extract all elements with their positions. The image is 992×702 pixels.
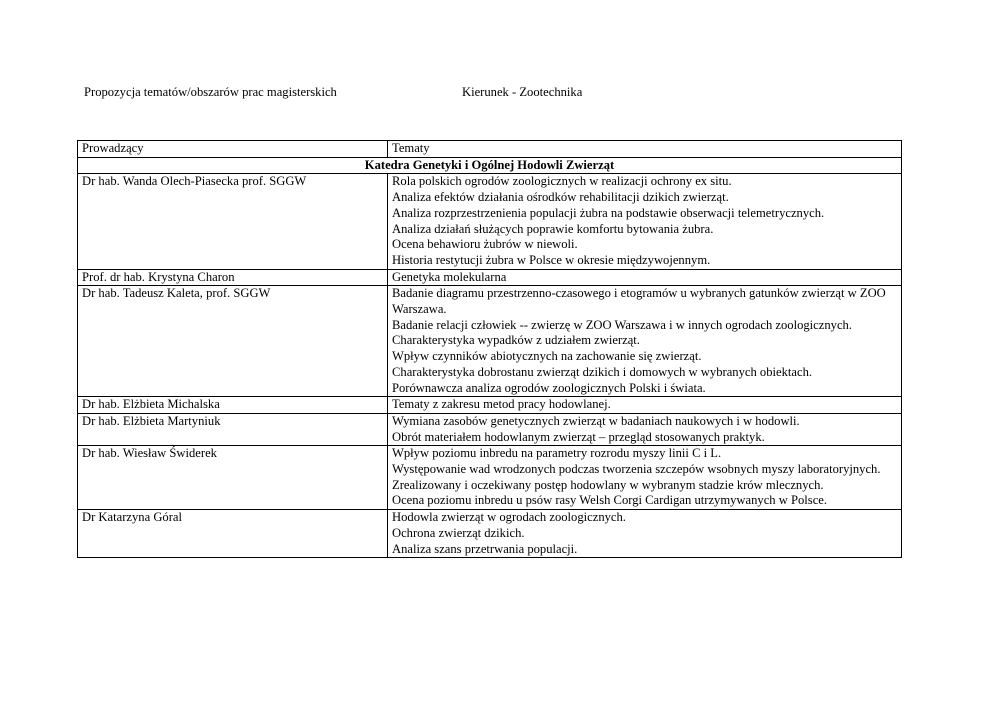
topic-item: Charakterystyka wypadków z udziałem zwierząt.	[392, 333, 640, 348]
document-title: Propozycja tematów/obszarów prac magisterskich	[84, 85, 337, 99]
topic-item: Analiza rozprzestrzenienia populacji żubra na podstawie obserwacji telemetrycznych.	[392, 205, 825, 220]
supervisor-name: Dr hab. Tadeusz Kaleta, prof. SGGW	[78, 286, 388, 397]
topic-item: Wpływ czynników abiotycznych na zachowanie się zwierząt.	[392, 349, 702, 364]
column-header-supervisor: Prowadzący	[78, 141, 388, 158]
topic-item: Tematy z zakresu metod pracy hodowlanej.	[392, 397, 611, 412]
supervisor-name: Dr hab. Wanda Olech-Piasecka prof. SGGW	[78, 174, 388, 269]
table-row	[78, 397, 902, 414]
topic-item: Wymiana zasobów genetycznych zwierząt w badaniach naukowych i w hodowli.	[392, 413, 800, 428]
topic-item: Analiza szans przetrwania populacji.	[392, 541, 578, 556]
topic-item: Występowanie wad wrodzonych podczas tworzenia szczepów wsobnych myszy laboratoryjnych.	[392, 462, 881, 477]
topic-item: Zrealizowany i oczekiwany postęp hodowlany w wybranym stadzie krów mlecznych.	[392, 477, 824, 492]
topics-cell	[388, 446, 902, 510]
topics-cell	[388, 413, 902, 445]
document-header	[84, 83, 908, 101]
table-row	[78, 174, 902, 269]
supervisor-name: Dr hab. Wiesław Świderek	[78, 446, 388, 510]
table-row	[78, 269, 902, 286]
topics-cell	[388, 397, 902, 414]
table-row	[78, 286, 902, 397]
topic-item: Rola polskich ogrodów zoologicznych w realizacji ochrony ex situ.	[392, 174, 732, 189]
table-row	[78, 446, 902, 510]
topic-item: Porównawcza analiza ogrodów zoologicznych Polski i świata.	[392, 380, 706, 395]
table-row	[78, 413, 902, 445]
topic-item: Analiza efektów działania ośrodków rehabilitacji dzikich zwierząt.	[392, 190, 729, 205]
supervisor-name: Dr Katarzyna Góral	[78, 510, 388, 558]
topic-item: Genetyka molekularna	[392, 269, 507, 284]
supervisor-name: Dr hab. Elżbieta Martyniuk	[78, 413, 388, 445]
topics-cell	[388, 269, 902, 286]
topic-item: Analiza działań służących poprawie komfortu bytowania żubra.	[392, 221, 714, 236]
thesis-topics-table	[77, 140, 902, 558]
topics-cell	[388, 174, 902, 269]
topic-item: Hodowla zwierząt w ogrodach zoologicznych.	[392, 510, 626, 525]
topic-item: Ocena poziomu inbredu u psów rasy Welsh Corgi Cardigan utrzymywanych w Polsce.	[392, 493, 828, 508]
table-row	[78, 510, 902, 558]
topic-item: Wpływ poziomu inbredu na parametry rozrodu myszy linii C i L.	[392, 446, 722, 461]
topics-cell	[388, 286, 902, 397]
supervisor-name: Dr hab. Elżbieta Michalska	[78, 397, 388, 414]
topics-cell	[388, 510, 902, 558]
field-of-study: Kierunek - Zootechnika	[462, 85, 583, 99]
topic-item: Ocena behawioru żubrów w niewoli.	[392, 237, 578, 252]
department-row	[78, 157, 902, 174]
topic-item: Badanie diagramu przestrzenno-czasowego i etogramów u wybranych gatunków zwierząt w ZOO Warszawa.	[392, 286, 886, 317]
topic-item: Badanie relacji człowiek -- zwierzę w ZOO Warszawa i w innych ogrodach zoologicznych.	[392, 317, 852, 332]
topic-item: Charakterystyka dobrostanu zwierząt dzikich i domowych w wybranych obiektach.	[392, 364, 813, 379]
topic-item: Obrót materiałem hodowlanym zwierząt – przegląd stosowanych praktyk.	[392, 429, 765, 444]
department-name: Katedra Genetyki i Ogólnej Hodowli Zwierząt	[78, 157, 902, 174]
supervisor-name: Prof. dr hab. Krystyna Charon	[78, 269, 388, 286]
topic-item: Ochrona zwierząt dzikich.	[392, 525, 525, 540]
column-header-topics: Tematy	[388, 141, 902, 158]
topic-item: Historia restytucji żubra w Polsce w okresie międzywojennym.	[392, 252, 711, 267]
table-header-row	[78, 141, 902, 158]
